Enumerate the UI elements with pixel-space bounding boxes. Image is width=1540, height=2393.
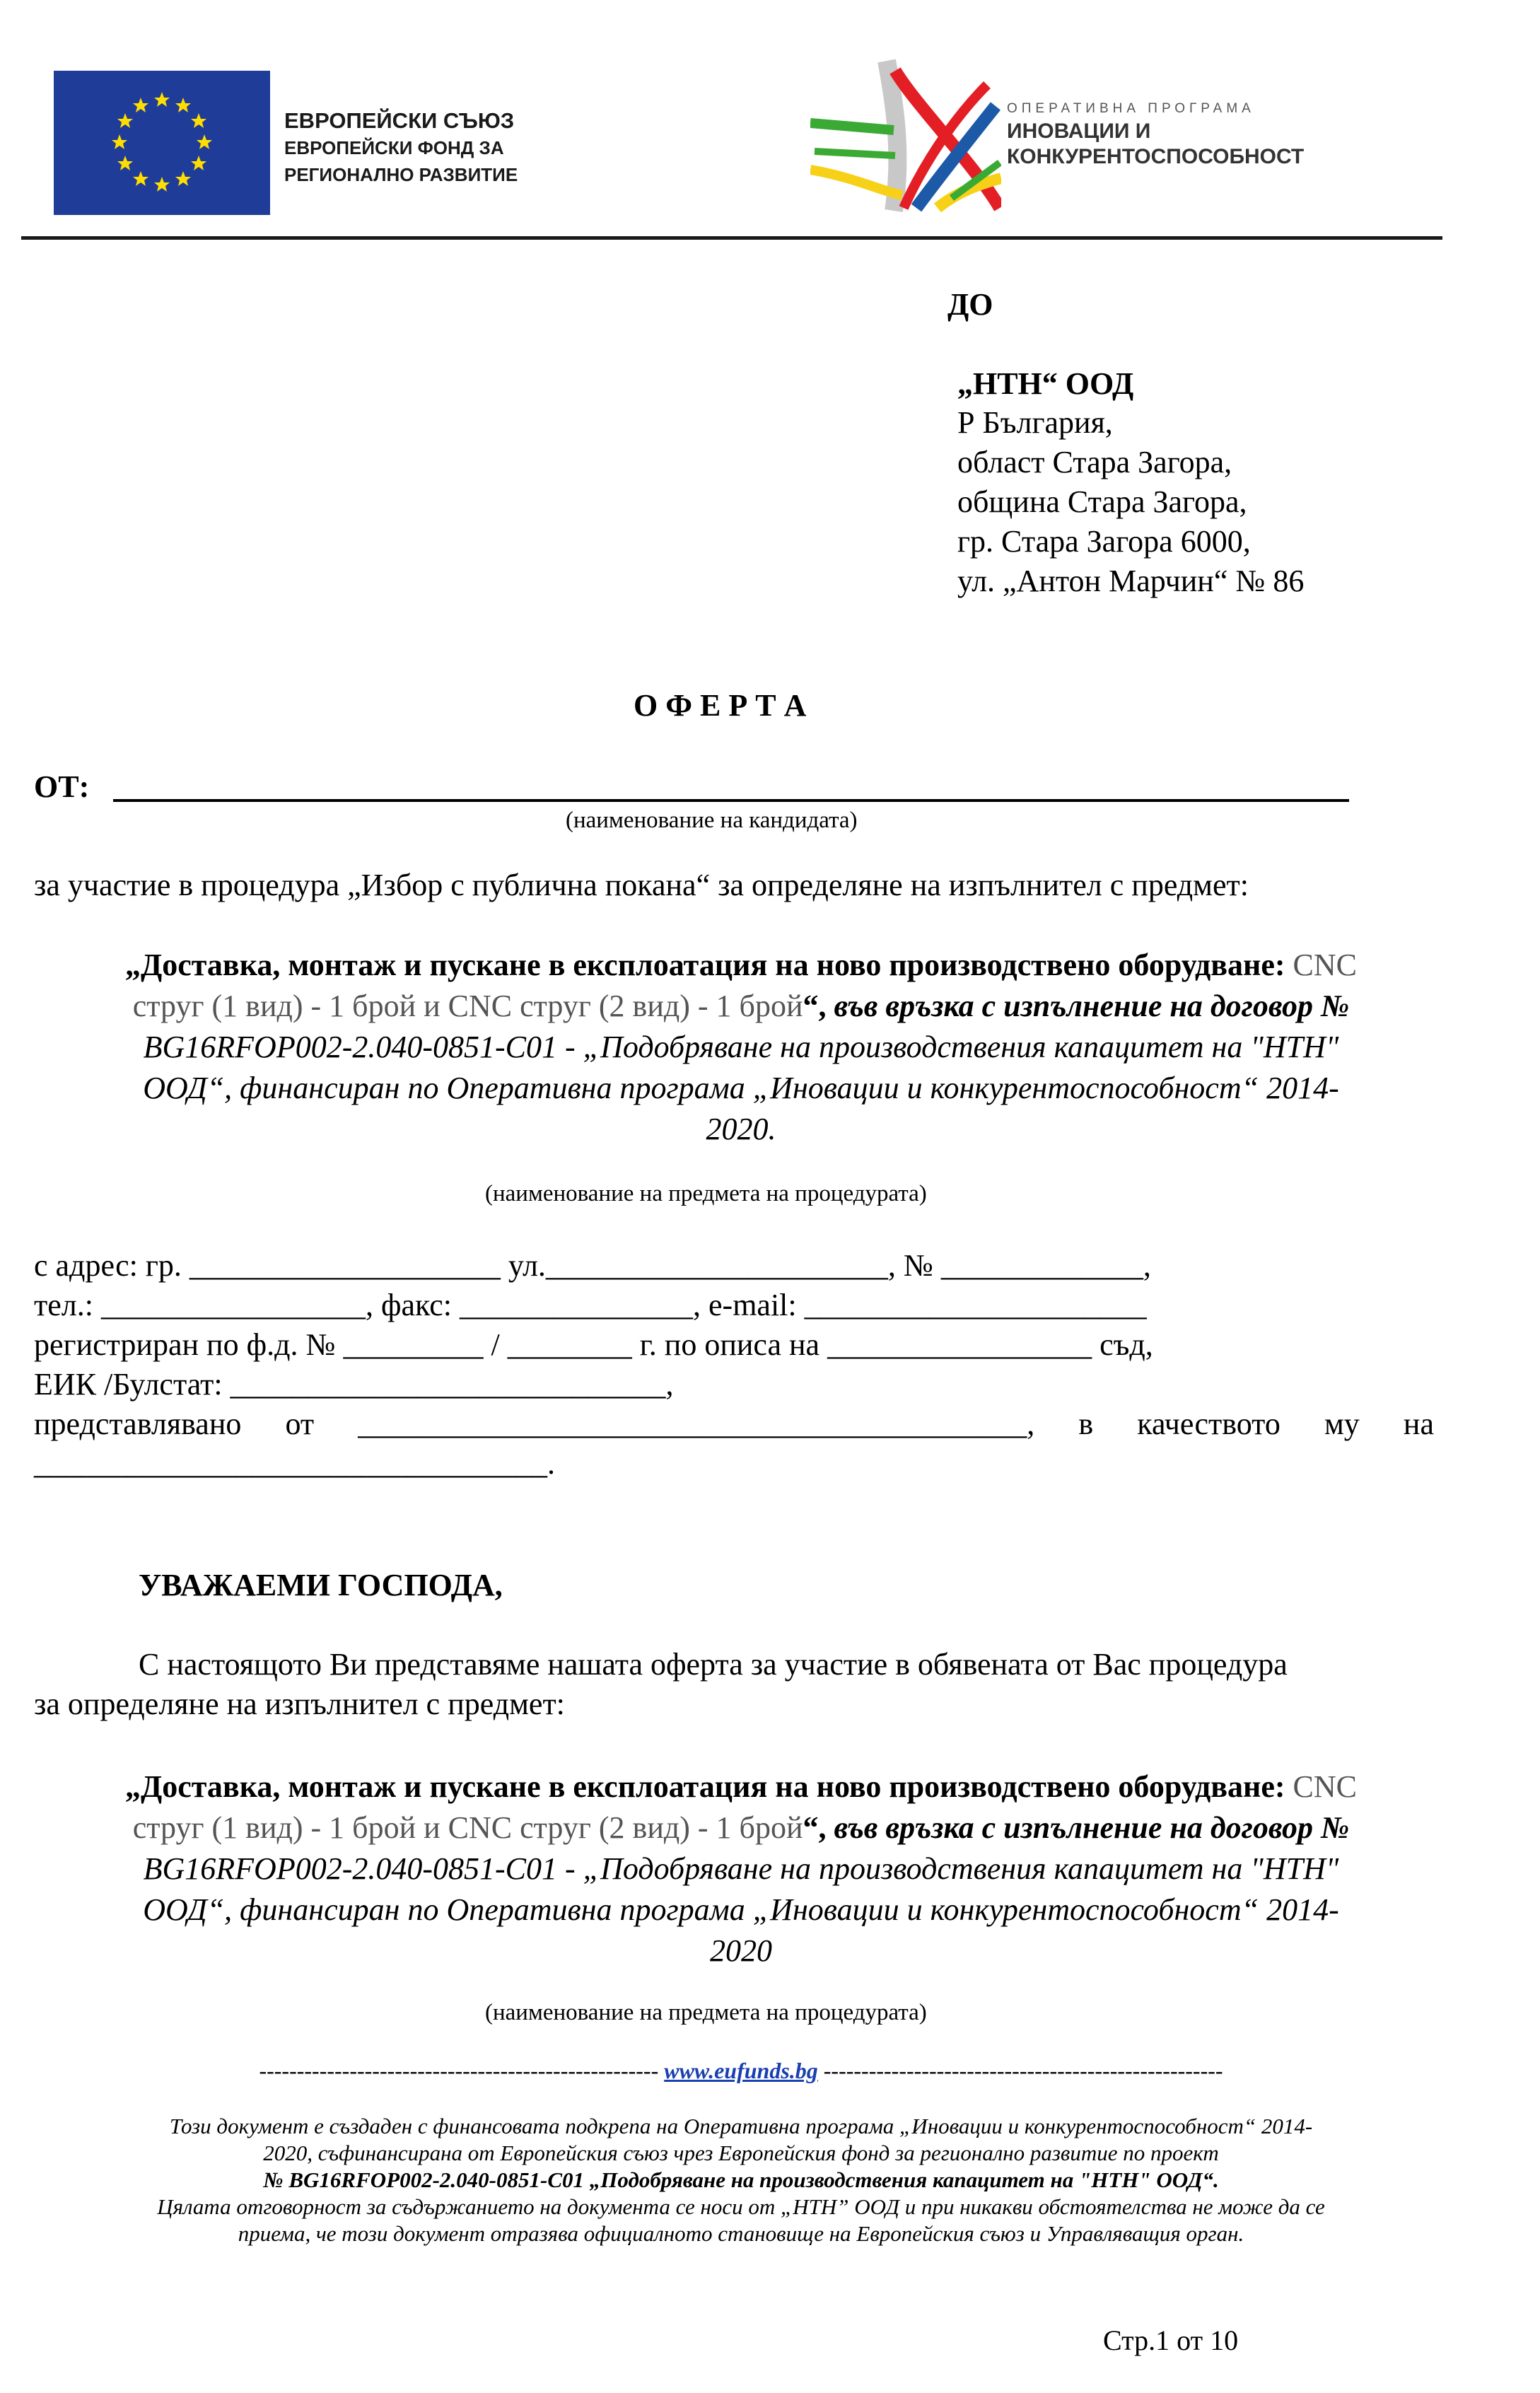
subject-2-grey-a: CNC xyxy=(1285,1769,1357,1804)
recipient-line-1: Р България, xyxy=(957,405,1113,440)
from-caption: (наименование на кандидата) xyxy=(566,808,858,833)
recipient-name: „НТН“ ООД xyxy=(957,366,1134,401)
footer-dashes-left: ----------------------------------------------------- xyxy=(259,2058,659,2083)
subject-1-line-3: BG16RFOP002-2.040-0851-С01 - „Подобряване на производствения капацитет на "НТН" xyxy=(143,1030,1339,1064)
eu-line-2: ЕВРОПЕЙСКИ ФОНД ЗА xyxy=(284,137,504,158)
subject-1-bold: „Доставка, монтаж и пускане в експлоатация на ново производствено оборудване: xyxy=(124,948,1285,982)
subject-2-contract: във връзка с изпълнение на договор № xyxy=(826,1810,1350,1845)
from-label: ОТ: xyxy=(34,769,90,804)
op-innovation-emblem-icon xyxy=(810,57,1001,214)
eu-logo-text xyxy=(284,107,518,188)
eu-line-1: ЕВРОПЕЙСКИ СЪЮЗ xyxy=(284,108,515,133)
subject-1-line-5: 2020. xyxy=(706,1112,776,1146)
details-represented: представлявано от ___________________________________________, в качеството му на xyxy=(34,1407,1434,1441)
recipient-line-4: гр. Стара Загора 6000, xyxy=(957,524,1251,559)
details-contacts: тел.: _________________, факс: _______________, e-mail: ______________________ xyxy=(34,1288,1147,1322)
subject-2-line-3: BG16RFOP002-2.040-0851-С01 - „Подобряване на производствения капацитет на "НТН" xyxy=(143,1851,1339,1886)
footer-line-4: Цялата отговорност за съдържанието на документа се носи от „НТН” ООД и при никакви обстоятелства не може да се xyxy=(157,2194,1325,2219)
page-number: Стр.1 от 10 xyxy=(1103,2324,1239,2356)
subject-1-grey-a: CNC xyxy=(1285,948,1357,982)
body-line-1: С настоящото Ви представяме нашата оферта за участие в обявената от Вас процедура xyxy=(139,1647,1288,1682)
subject-1-caption: (наименование на предмета на процедурата) xyxy=(485,1181,927,1206)
body-line-2: за определяне на изпълнител с предмет: xyxy=(34,1687,565,1721)
op-line-1: ОПЕРАТИВНА ПРОГРАМА xyxy=(1007,101,1255,116)
from-underline xyxy=(113,799,1349,802)
procurement-subject-2 xyxy=(34,1766,1448,1972)
subject-2-caption: (наименование на предмета на процедурата) xyxy=(485,2000,927,2025)
op-line-3: КОНКУРЕНТОСПОСОБНОСТ xyxy=(1007,145,1305,168)
eu-flag-logo xyxy=(54,71,270,215)
details-eik: ЕИК /Булстат: ____________________________, xyxy=(34,1367,674,1402)
op-line-2: ИНОВАЦИИ И xyxy=(1007,120,1151,143)
details-capacity: _________________________________. xyxy=(34,1446,555,1481)
subject-2-bold: „Доставка, монтаж и пускане в експлоатация на ново производствено оборудване: xyxy=(124,1769,1285,1804)
recipient-to-label: ДО xyxy=(947,287,993,322)
footer-line-3: № BG16RFOP002-2.040-0851-С01 „Подобряване на производствения капацитет на "НТН" ООД“. xyxy=(263,2167,1219,2192)
intro-text: за участие в процедура „Избор с публична покана“ за определяне на изпълнител с предмет: xyxy=(34,868,1249,902)
subject-1-grey-b: струг (1 вид) - 1 брой и CNC струг (2 вид) - 1 брой xyxy=(132,989,803,1023)
salutation: УВАЖАЕМИ ГОСПОДА, xyxy=(139,1568,503,1602)
candidate-details xyxy=(34,1246,1434,1484)
op-innovation-logo xyxy=(810,57,1001,214)
footer-line-5: приема, че този документ отразява официалното становище на Европейския съюз и Управляващия орган. xyxy=(238,2221,1244,2246)
subject-2-line-5: 2020 xyxy=(710,1933,772,1968)
footer-dashes-right: ----------------------------------------------------- xyxy=(823,2058,1223,2083)
eu-stars-icon xyxy=(54,71,270,215)
subject-2-quote: “, xyxy=(803,1810,827,1845)
eu-line-3: РЕГИОНАЛНО РАЗВИТИЕ xyxy=(284,164,518,185)
subject-1-contract: във връзка с изпълнение на договор № xyxy=(826,989,1350,1023)
subject-2-line-4: ООД“, финансиран по Оперативна програма „Иновации и конкурентоспособност“ 2014- xyxy=(143,1892,1339,1927)
subject-1-line-4: ООД“, финансиран по Оперативна програма „Иновации и конкурентоспособност“ 2014- xyxy=(143,1071,1339,1105)
subject-1-quote: “, xyxy=(803,989,827,1023)
eufunds-link[interactable]: www.eufunds.bg xyxy=(664,2058,818,2083)
recipient-line-5: ул. „Антон Марчин“ № 86 xyxy=(957,564,1305,598)
recipient-address xyxy=(957,403,1304,601)
footer-link-row xyxy=(34,2056,1448,2085)
subject-2-grey-b: струг (1 вид) - 1 брой и CNC струг (2 вид) - 1 брой xyxy=(132,1810,803,1845)
recipient-line-3: община Стара Загора, xyxy=(957,484,1247,519)
recipient-line-2: област Стара Загора, xyxy=(957,445,1232,479)
footer-line-2: 2020, съфинансирана от Европейския съюз чрез Европейския фонд за регионално развитие по проект xyxy=(263,2141,1219,2165)
details-registration: регистриран по ф.д. № _________ / ________ г. по описа на _________________ съд, xyxy=(34,1327,1153,1362)
procurement-subject-1 xyxy=(34,945,1448,1150)
op-logo-text xyxy=(1007,99,1304,170)
footer-line-1: Този документ е създаден с финансовата подкрепа на Оперативна програма „Иновации и конкурентоспособност“ 2014- xyxy=(169,2114,1313,2138)
header-divider xyxy=(21,236,1442,240)
body-paragraph xyxy=(34,1645,1434,1724)
details-address: с адрес: гр. ____________________ ул.______________________, № _____________, xyxy=(34,1248,1151,1283)
document-title: О Ф Е Р Т А xyxy=(634,688,807,723)
